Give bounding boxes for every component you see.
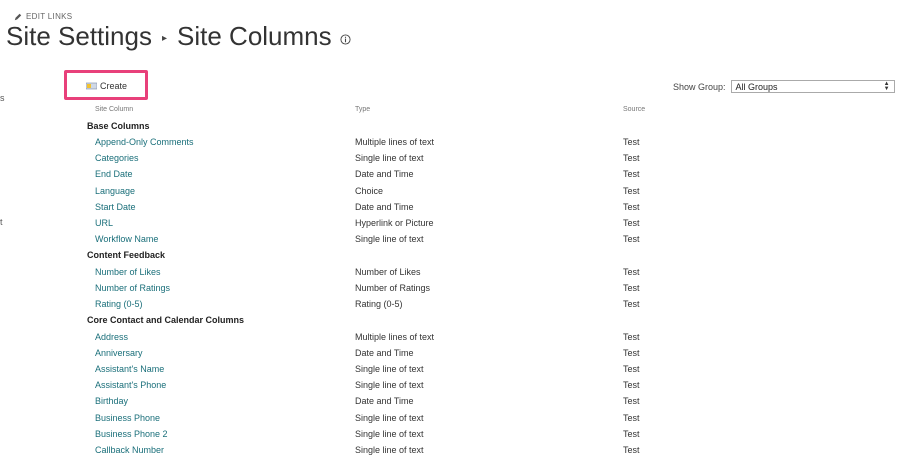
column-type: Single line of text [355,445,424,455]
edit-links[interactable] [14,12,72,21]
column-type: Date and Time [355,169,414,179]
site-column-link[interactable]: Callback Number [95,445,165,455]
column-type: Single line of text [355,380,424,390]
site-column-link[interactable]: Number of Likes [95,267,161,277]
site-column-link[interactable]: Append-Only Comments [95,137,194,147]
site-column-link[interactable]: Number of Ratings [95,283,171,293]
column-type: Single line of text [355,234,424,244]
pencil-icon [14,13,22,21]
column-source: Test [623,202,640,212]
column-source: Test [623,234,640,244]
column-source: Test [623,396,640,406]
site-column-link[interactable]: Assistant's Phone [95,380,167,390]
column-type: Choice [355,186,384,196]
left-nav-fragment: s [0,93,5,103]
site-column-link[interactable]: Birthday [95,396,129,406]
site-column-link[interactable]: Rating (0-5) [95,299,143,309]
column-type: Rating (0-5) [355,299,403,309]
column-type: Date and Time [355,202,414,212]
column-type: Hyperlink or Picture [355,218,434,228]
column-type: Single line of text [355,413,424,423]
site-column-link[interactable]: End Date [95,169,133,179]
page-title [6,21,351,52]
column-type: Single line of text [355,429,424,439]
site-column-link[interactable]: Assistant's Name [95,364,165,374]
column-type: Number of Ratings [355,283,431,293]
column-source: Test [623,218,640,228]
column-source: Test [623,299,640,309]
column-source: Test [623,348,640,358]
site-column-link[interactable]: Start Date [95,202,136,212]
site-column-link[interactable]: Workflow Name [95,234,159,244]
column-type: Number of Likes [355,267,421,277]
column-type: Single line of text [355,364,424,374]
column-source: Test [623,364,640,374]
breadcrumb-current: Site Columns [177,21,332,51]
column-header-site-column: Site Column [95,106,134,113]
show-group-select[interactable] [731,80,895,93]
site-column-link[interactable]: Address [95,332,129,342]
column-source: Test [623,380,640,390]
column-type: Date and Time [355,396,414,406]
column-header-type: Type [355,106,371,113]
show-group-label: Show Group: [673,81,726,92]
group-header: Core Contact and Calendar Columns [87,315,245,325]
column-source: Test [623,153,640,163]
column-type: Single line of text [355,153,424,163]
edit-links-label: EDIT LINKS [26,12,73,21]
left-nav-fragment: t [0,217,3,227]
create-column-icon [86,82,97,90]
column-source: Test [623,283,640,293]
select-arrows-icon: ▲ ▼ [883,80,890,92]
show-group [673,80,895,93]
site-column-link[interactable]: Categories [95,153,139,163]
column-type: Date and Time [355,348,414,358]
column-source: Test [623,332,640,342]
group-header: Base Columns [87,121,150,131]
column-header-source: Source [623,106,646,113]
column-source: Test [623,413,640,423]
site-column-link[interactable]: Business Phone [95,413,161,423]
column-source: Test [623,445,640,455]
column-type: Multiple lines of text [355,137,435,147]
site-column-link[interactable]: Business Phone 2 [95,429,168,439]
breadcrumb-separator: ▸ [161,33,168,44]
column-source: Test [623,137,640,147]
site-column-link[interactable]: Anniversary [95,348,143,358]
show-group-value: All Groups [735,81,778,92]
info-icon[interactable] [340,34,351,45]
site-column-link[interactable]: Language [95,186,136,196]
column-source: Test [623,267,640,277]
create-button[interactable] [86,81,127,91]
create-button-label: Create [100,81,128,91]
site-column-link[interactable]: URL [95,218,114,228]
column-source: Test [623,169,640,179]
breadcrumb-parent[interactable]: Site Settings [6,21,152,51]
column-type: Multiple lines of text [355,332,435,342]
column-source: Test [623,429,640,439]
column-source: Test [623,186,640,196]
group-header: Content Feedback [87,250,166,260]
